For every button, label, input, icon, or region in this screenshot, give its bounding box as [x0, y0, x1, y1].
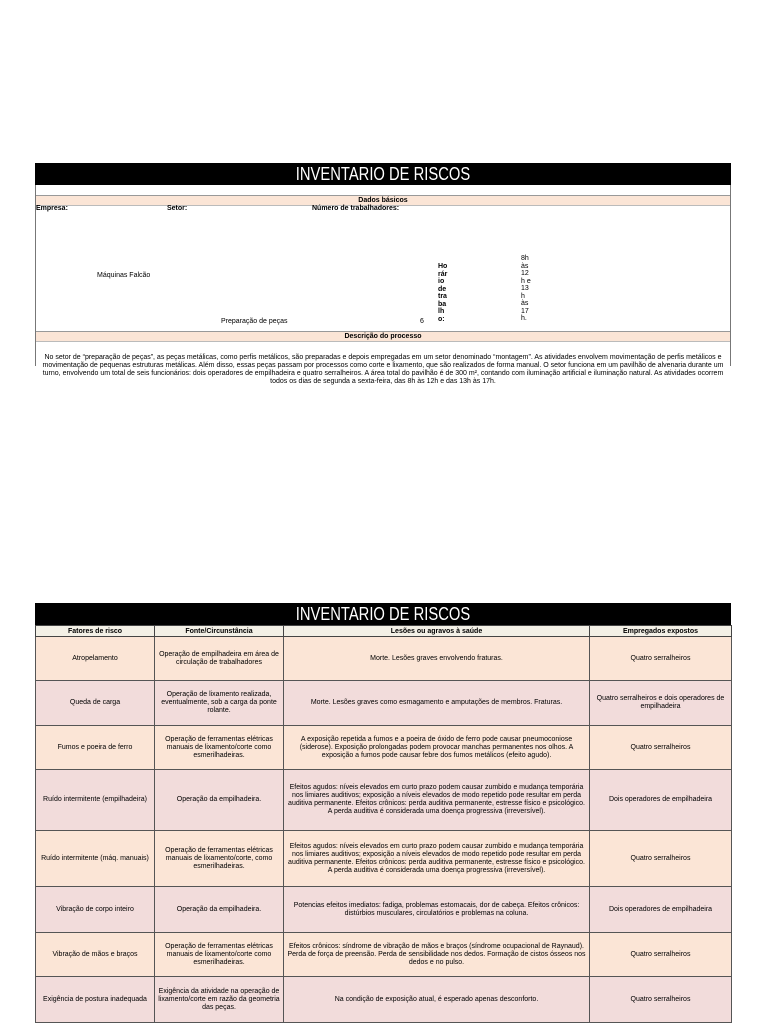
horario-value-line: 12 — [521, 270, 529, 277]
horario-label-line: o: — [438, 315, 445, 323]
risk-factor-cell: Atropelamento — [36, 637, 155, 681]
risk-injury-cell: Potencias efeitos imediatos: fadiga, problemas estomacais, dor de cabeça. Efeitos crônicos: distúrbios musculares, circulatórios e problemas na coluna. — [284, 887, 590, 933]
inventory-header-section — [35, 163, 731, 385]
risk-injury-cell: Efeitos agudos: níveis elevados em curto prazo podem causar zumbido e mudança temporária nos limiares auditivos; exposição a níveis elevados de modo repetido pode resultar em perda auditiva permanente. Efeitos crônicos: perda auditiva permanente, estresse físico e psicológico. A perda auditiva é considerada uma doença progressiva (irreversível). — [284, 831, 590, 887]
risk-exposed-cell: Quatro serralheiros — [590, 726, 732, 770]
table-row — [36, 681, 732, 726]
risk-injury-cell: Morte. Lesões graves como esmagamento e amputações de membros. Fraturas. — [284, 681, 590, 726]
risk-factor-cell: Vibração de mãos e braços — [36, 933, 155, 977]
risk-source-cell: Operação de ferramentas elétricas manuais de lixamento/corte, como esmerilhadeiras. — [155, 831, 284, 887]
risk-injury-cell: Na condição de exposição atual, é esperado apenas desconforto. — [284, 977, 590, 1023]
risk-exposed-cell: Quatro serralheiros — [590, 831, 732, 887]
risk-factor-cell: Ruído intermitente (máq. manuais) — [36, 831, 155, 887]
empresa-value: Máquinas Falcão — [97, 272, 151, 279]
risk-source-cell: Operação da empilhadeira. — [155, 770, 284, 831]
risk-injury-cell: Efeitos agudos: níveis elevados em curto prazo podem causar zumbido e mudança temporária nos limiares auditivos; exposição a níveis elevados de modo repetido pode resultar em perda auditiva permanente. Efeitos crônicos: perda auditiva permanente, estresse físico e psicológico. A perda auditiva é considerada uma doença progressiva (irreversível). — [284, 770, 590, 831]
table-row — [36, 887, 732, 933]
risk-exposed-cell: Dois operadores de empilhadeira — [590, 770, 732, 831]
risk-source-cell: Operação de lixamento realizada, eventualmente, sob a carga da ponte rolante. — [155, 681, 284, 726]
horario-value-line: às — [521, 262, 529, 270]
risk-injury-cell: Efeitos crônicos: síndrome de vibração de mãos e braços (síndrome ocupacional de Raynaud). Perda de força de preensão. Perda de sensibilidade nos dedos. Formação de cistos ósseos nos dedos e no pulso. — [284, 933, 590, 977]
risk-injury-cell: Morte. Lesões graves envolvendo fraturas. — [284, 637, 590, 681]
col-header-expostos: Empregados expostos — [590, 626, 732, 637]
workers-label: Número de trabalhadores: — [312, 205, 400, 212]
risk-exposed-cell: Quatro serralheiros — [590, 933, 732, 977]
risk-source-cell: Operação de ferramentas elétricas manuais de lixamento/corte como esmerilhadeiras. — [155, 933, 284, 977]
horario-label-line: lh — [438, 308, 445, 315]
horario-label-line: ba — [438, 300, 447, 308]
section2-title: INVENTARIO DE RISCOS — [98, 603, 669, 625]
horario-label-line: tra — [438, 293, 447, 300]
risk-exposed-cell: Quatro serralheiros — [590, 977, 732, 1023]
section1-title-bar — [35, 163, 731, 185]
risk-factor-cell: Ruído intermitente (empilhadeira) — [36, 770, 155, 831]
table-row — [36, 770, 732, 831]
setor-value: Preparação de peças — [221, 318, 288, 325]
setor-label: Setor: — [167, 205, 188, 212]
table-row — [36, 933, 732, 977]
risk-factor-cell: Fumos e poeira de ferro — [36, 726, 155, 770]
horario-value-line: 17 — [521, 307, 529, 315]
basic-data-box — [35, 185, 731, 385]
horario-value-line: h. — [521, 315, 527, 322]
process-description-text: No setor de “preparação de peças”, as peças metálicas, como perfis metálicos, são preparadas e depois empregadas em um setor denominado “montagem”. As atividades envolvem movimentação de perfis metálicos e movimentação de pequenas estruturas metálicas. Além disso, essas peças passam por processos como corte e lixamento, que são realizados de forma manual. O setor funciona em um pavilhão de alvenaria durante um turno, envolvendo um total de seis funcionários: dois operadores de empilhadeira e quatro serralheiros. A área total do pavilhão é de 300 m², contando com iluminação artificial e iluminação natural. As atividades ocorrem todos os dias de segunda a sexta-feira, das 8h às 12h e das 13h às 17h. — [42, 354, 724, 385]
horario-label-line: Ho — [438, 263, 448, 270]
risk-injury-cell: A exposição repetida a fumos e a poeira de óxido de ferro pode causar pneumoconiose (siderose). Exposição prolongadas podem provocar manchas permanentes nos olhos. A exposição a fumos pode causar febre dos fumos metálicos (efeito agudo). — [284, 726, 590, 770]
process-description-header: Descrição do processo — [36, 331, 730, 342]
risk-exposed-cell: Quatro serralheiros — [590, 637, 732, 681]
horario-label — [438, 263, 452, 323]
risk-inventory-section — [35, 603, 731, 1023]
section2-title-bar — [35, 603, 731, 625]
horario-value — [521, 255, 535, 323]
risk-factor-cell: Exigência de postura inadequada — [36, 977, 155, 1023]
table-row — [36, 977, 732, 1023]
horario-value-line: 8h — [521, 255, 529, 262]
risk-source-cell: Operação de empilhadeira em área de circulação de trabalhadores — [155, 637, 284, 681]
section1-title: INVENTARIO DE RISCOS — [98, 163, 669, 185]
table-row — [36, 831, 732, 887]
risk-exposed-cell: Dois operadores de empilhadeira — [590, 887, 732, 933]
empresa-label: Empresa: — [36, 205, 68, 212]
risk-source-cell: Exigência da atividade na operação de lixamento/corte em razão da geometria das peças. — [155, 977, 284, 1023]
col-header-lesoes: Lesões ou agravos à saúde — [284, 626, 590, 637]
risk-source-cell: Operação de ferramentas elétricas manuais de lixamento/corte como esmerilhadeiras. — [155, 726, 284, 770]
col-header-fator: Fatores de risco — [36, 626, 155, 637]
risk-source-cell: Operação da empilhadeira. — [155, 887, 284, 933]
horario-value-line: às — [521, 300, 529, 307]
horario-value-line: h e — [521, 277, 531, 285]
risk-table — [35, 625, 732, 1023]
risk-factor-cell: Vibração de corpo inteiro — [36, 887, 155, 933]
horario-value-line: h — [521, 292, 525, 300]
horario-label-line: rár — [438, 270, 448, 278]
table-row — [36, 637, 732, 681]
horario-value-line: 13 — [521, 285, 529, 292]
basic-data-header: Dados básicos — [36, 195, 730, 206]
risk-table-header-row — [36, 626, 732, 637]
horario-label-line: io — [438, 278, 445, 285]
risk-factor-cell: Queda de carga — [36, 681, 155, 726]
workers-value: 6 — [420, 318, 424, 325]
table-row — [36, 726, 732, 770]
col-header-fonte: Fonte/Circunstância — [155, 626, 284, 637]
risk-exposed-cell: Quatro serralheiros e dois operadores de empilhadeira — [590, 681, 732, 726]
horario-label-line: de — [438, 285, 447, 293]
